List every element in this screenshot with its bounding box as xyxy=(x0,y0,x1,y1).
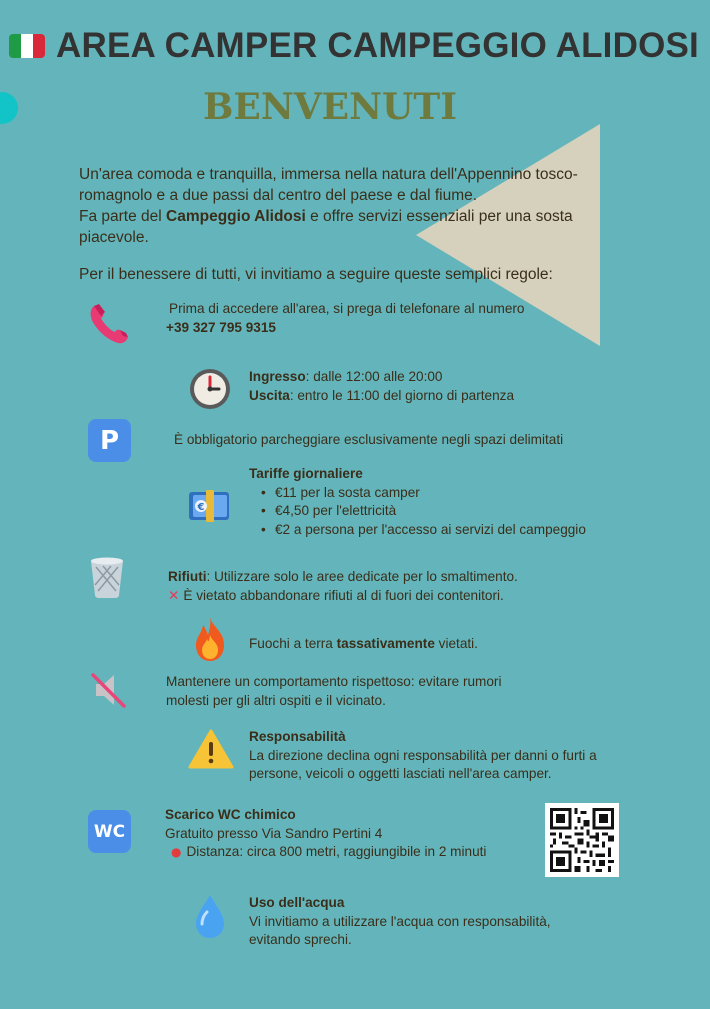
cross-mark-icon: ✕ xyxy=(168,587,180,604)
hours-rule xyxy=(249,368,689,405)
phone-number[interactable]: +39 327 795 9315 xyxy=(166,319,276,335)
noise-rule-text: Mantenere un comportamento rispettoso: evitare rumori molesti per gli altri ospiti e il vicinato. xyxy=(166,674,502,708)
parking-icon: P xyxy=(88,419,131,462)
svg-text:€: € xyxy=(197,502,205,513)
fire-icon xyxy=(190,615,230,663)
wc-rule xyxy=(165,806,545,862)
welcome-heading: BENVENUTI xyxy=(202,86,458,128)
liability-title: Responsabilità xyxy=(249,729,346,744)
waste-warning: È vietato abbandonare rifiuti al di fuori dei contenitori. xyxy=(183,587,504,603)
fire-emphasis: tassativamente xyxy=(336,636,435,651)
fees-list xyxy=(249,484,689,540)
fees-rule xyxy=(249,465,689,539)
intro-line-2: Fa parte del Campeggio Alidosi e offre servizi essenziali per una sosta piacevole. xyxy=(79,208,573,246)
fee-item: • €11 per la sosta camper xyxy=(249,484,689,503)
campground-name: Campeggio Alidosi xyxy=(166,208,306,225)
water-text: Vi invitiamo a utilizzare l'acqua con responsabilità, evitando sprechi. xyxy=(249,913,551,947)
wc-address: Gratuito presso Via Sandro Pertini 4 xyxy=(165,825,383,841)
wc-distance: Distanza: circa 800 metri, raggiungibile in 2 minuti xyxy=(186,844,487,859)
parking-rule-text: È obbligatorio parcheggiare esclusivamente negli spazi delimitati xyxy=(174,432,564,447)
checkin-text: : dalle 12:00 alle 20:00 xyxy=(305,369,443,384)
droplet-icon xyxy=(192,892,228,940)
checkout-label: Uscita xyxy=(249,387,290,403)
checkout-text: : entro le 11:00 del giorno di partenza xyxy=(289,387,515,403)
italian-flag-icon xyxy=(9,34,45,58)
wc-icon: WC xyxy=(88,810,131,853)
round-pushpin-icon: ● xyxy=(171,845,182,859)
wastebasket-icon xyxy=(86,555,128,599)
rules-lead: Per il benessere di tutti, vi invitiamo a seguire queste semplici regole: xyxy=(79,266,553,283)
page-title: AREA CAMPER CAMPEGGIO ALIDOSI xyxy=(56,26,699,65)
fee-item: • €2 a persona per l'accesso ai servizi del campeggio xyxy=(249,521,689,540)
intro-text xyxy=(79,164,639,248)
warning-icon xyxy=(188,728,234,770)
liability-rule xyxy=(249,728,639,784)
euro-banknote-icon xyxy=(187,486,233,526)
telephone-icon xyxy=(86,300,132,346)
intro-line-1: Un'area comoda e tranquilla, immersa nella natura dell'Appennino tosco-romagnolo e a due passi dal centro del paese e dal fiume. xyxy=(79,166,578,204)
water-title: Uso dell'acqua xyxy=(249,895,345,910)
clock-icon xyxy=(188,367,232,411)
water-rule xyxy=(249,894,649,950)
qr-code-icon[interactable] xyxy=(545,803,619,877)
waste-label: Rifiuti xyxy=(168,569,207,584)
fee-item: • €4,50 per l'elettricità xyxy=(249,502,689,521)
phone-rule-text: Prima di accedere all'area, si prega di telefonare al numero xyxy=(169,301,525,316)
fees-title: Tariffe giornaliere xyxy=(249,466,363,481)
wc-title: Scarico WC chimico xyxy=(165,807,296,822)
checkin-label: Ingresso xyxy=(249,369,306,384)
phone-rule xyxy=(166,300,586,337)
fire-rule: Fuochi a terra tassativamente vietati. xyxy=(249,636,478,651)
waste-text: : Utilizzare solo le aree dedicate per lo smaltimento. xyxy=(206,569,518,584)
waste-rule xyxy=(168,568,688,605)
muted-speaker-icon xyxy=(88,670,128,710)
liability-text: La direzione declina ogni responsabilità per danni o furti a persone, veicoli o oggetti lasciati nell'area camper. xyxy=(249,747,597,781)
